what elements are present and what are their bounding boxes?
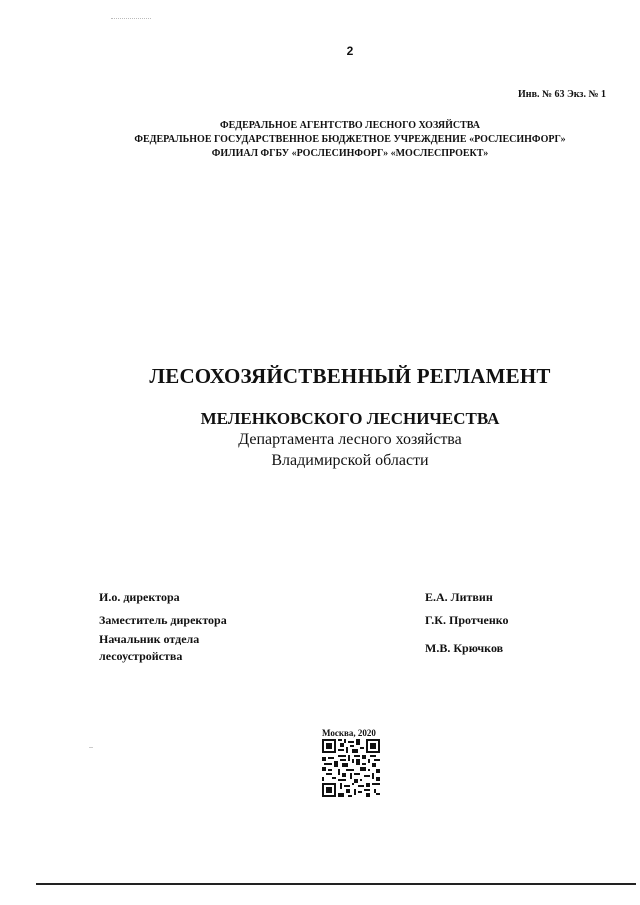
- page-number: 2: [346, 44, 354, 58]
- signatory-name: Г.К. Протченко: [425, 613, 509, 627]
- signatory-role: Заместитель директора: [99, 613, 227, 627]
- signatory-role: И.о. директора: [99, 590, 180, 604]
- inventory-mark: Инв. № 63 Экз. № 1: [518, 89, 606, 100]
- department-line: Департамента лесного хозяйства: [238, 431, 462, 448]
- scan-artifact: [111, 18, 151, 21]
- signatory-role-line: лесоустройства: [99, 649, 183, 663]
- signatory-name: М.В. Крючков: [425, 641, 504, 655]
- institution-name: ФЕДЕРАЛЬНОЕ ГОСУДАРСТВЕННОЕ БЮДЖЕТНОЕ УЧРЕЖДЕНИЕ «РОСЛЕСИНФОРГ»: [134, 134, 566, 145]
- region-line: Владимирской области: [271, 452, 429, 469]
- publication-place-year: Москва, 2020: [322, 728, 376, 738]
- qr-code-icon: [322, 739, 380, 797]
- agency-name: ФЕДЕРАЛЬНОЕ АГЕНТСТВО ЛЕСНОГО ХОЗЯЙСТВА: [219, 120, 481, 131]
- branch-name: ФИЛИАЛ ФГБУ «РОСЛЕСИНФОРГ» «МОСЛЕСПРОЕКТ»: [211, 148, 489, 159]
- signatory-role: [99, 631, 199, 665]
- organization-header: [0, 119, 640, 161]
- signatory-name: Е.А. Литвин: [425, 590, 493, 604]
- scan-artifact: [89, 747, 93, 748]
- document-subtitle: МЕЛЕНКОВСКОГО ЛЕСНИЧЕСТВА: [200, 409, 500, 428]
- bottom-rule: [36, 883, 636, 885]
- signatory-role-line: Начальник отдела: [99, 632, 200, 646]
- document-title: ЛЕСОХОЗЯЙСТВЕННЫЙ РЕГЛАМЕНТ: [149, 364, 551, 388]
